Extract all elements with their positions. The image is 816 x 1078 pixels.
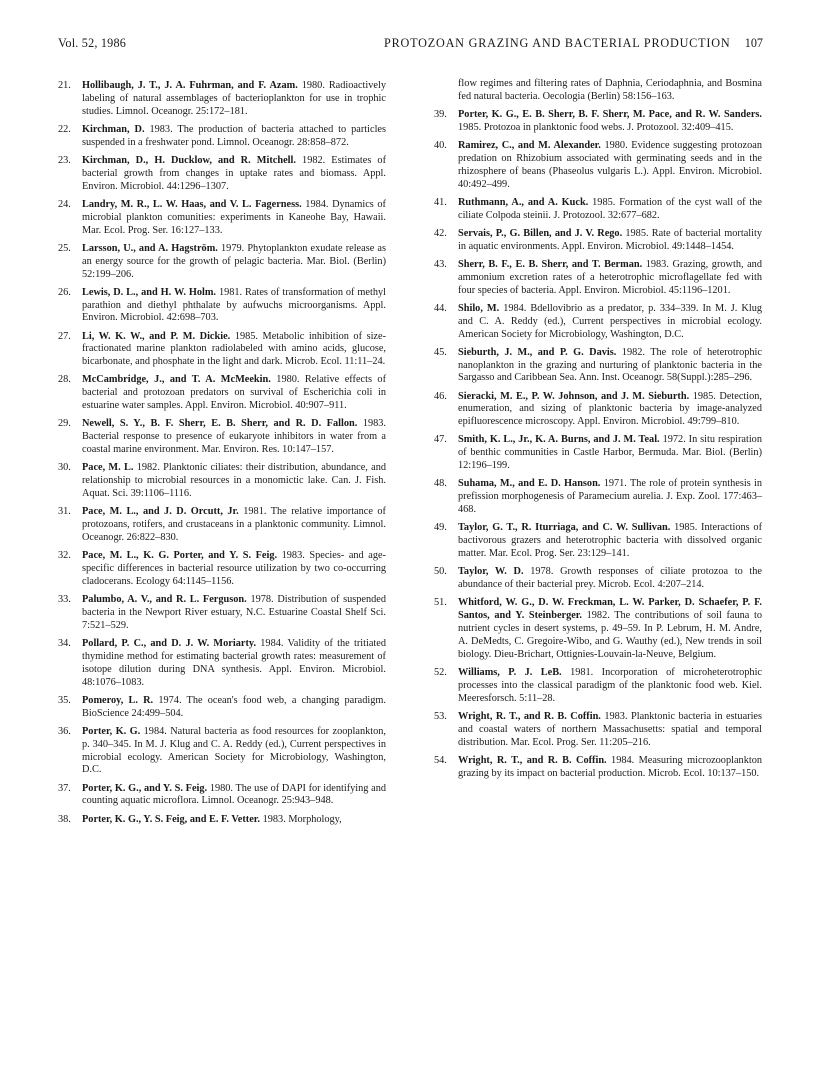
reference-text: 1978. Growth responses of ciliate protozoa to the abundance of their bacterial prey. Microb. Ecol. 4:207–214. bbox=[458, 566, 763, 591]
reference-entry bbox=[58, 199, 386, 238]
reference-continuation: flow regimes and filtering rates of Daphnia, Ceriodaphnia, and Bosmina fed natural bacteria. Oecologia (Berlin) 58:156–163. bbox=[458, 78, 762, 102]
reference-entry bbox=[58, 243, 386, 282]
reference-authors: Wright, R. T., and R. B. Coffin. bbox=[458, 754, 607, 766]
reference-authors: Ruthmann, A., and A. Kuck. bbox=[458, 196, 589, 208]
reference-authors: Ramirez, C., and M. Alexander. bbox=[458, 140, 601, 151]
reference-number: 53. bbox=[434, 710, 447, 722]
reference-number: 24. bbox=[58, 198, 71, 210]
reference-entry bbox=[434, 347, 762, 386]
reference-text: 1984. Validity of the tritiated thymidine method for estimating bacterial growth rates: measurement of isotope dilution during DNA synthesis. Appl. Environ. Microbiol. 48:1076–1083. bbox=[82, 637, 386, 688]
reference-number: 44. bbox=[434, 302, 447, 314]
reference-entry bbox=[58, 331, 386, 370]
reference-entry bbox=[58, 726, 386, 778]
reference-authors: Pollard, P. C., and D. J. W. Moriarty. bbox=[82, 637, 257, 649]
reference-authors: Porter, K. G. bbox=[82, 725, 141, 737]
reference-entry bbox=[58, 374, 386, 413]
reference-text: 1981. The relative importance of protozoans, rotifers, and crustaceans in a planktonic community. Limnol. Oceanogr. 26:822–830. bbox=[82, 506, 386, 543]
reference-authors: Larsson, U., and A. Hagström. bbox=[82, 242, 218, 254]
reference-text: 1984. Natural bacteria as food resources for zooplankton, p. 340–345. In M. J. Klug and C. A. Reddy (ed.), Current perspectives in microbial ecology. American Society for Microbiology, Washington, D.C. bbox=[82, 725, 386, 776]
reference-text: 1979. Phytoplankton exudate release as an energy source for the growth of pelagic bacteria. Mar. Biol. (Berlin) 52:199–206. bbox=[82, 242, 386, 280]
reference-authors: Lewis, D. L., and H. W. Holm. bbox=[82, 286, 217, 298]
reference-text: 1985. Protozoa in planktonic food webs. J. Protozool. 32:409–415. bbox=[458, 121, 734, 133]
reference-number: 50. bbox=[434, 566, 447, 578]
reference-text: 1980. The use of DAPI for identifying and counting aquatic microflora. Limnol. Oceanogr. 25:943–948. bbox=[82, 782, 387, 807]
reference-entry bbox=[58, 418, 386, 457]
reference-text: 1984. Dynamics of microbial plankton comunities: experiments in Kaneohe Bay, Hawaii. Mar. Ecol. Prog. Ser. 16:127–133. bbox=[82, 198, 386, 236]
reference-number: 42. bbox=[434, 227, 447, 239]
reference-authors: Sherr, B. F., E. B. Sherr, and T. Berman. bbox=[458, 258, 643, 270]
reference-number: 46. bbox=[434, 390, 447, 402]
reference-entry bbox=[434, 391, 762, 430]
reference-entry bbox=[434, 434, 762, 473]
reference-authors: Pace, M. L. bbox=[82, 462, 134, 474]
reference-entry bbox=[58, 783, 386, 809]
reference-number: 36. bbox=[58, 725, 71, 737]
reference-entry bbox=[58, 80, 386, 119]
reference-entry bbox=[434, 522, 762, 561]
reference-entry bbox=[58, 506, 386, 545]
reference-text: 1985. Formation of the cyst wall of the ciliate Colpoda steinii. J. Protozool. 32:677–682. bbox=[458, 196, 763, 221]
reference-number: 32. bbox=[58, 550, 71, 562]
reference-entry bbox=[58, 124, 386, 150]
reference-entry bbox=[434, 259, 762, 298]
reference-entry bbox=[434, 228, 762, 254]
reference-text: 1981. Rates of transformation of methyl parathion and diethyl phthalate by aufwuchs microorganisms. Appl. Environ. Microbiol. 42:698–703. bbox=[82, 286, 387, 324]
reference-authors: Taylor, G. T., R. Iturriaga, and C. W. Sullivan. bbox=[458, 522, 671, 534]
reference-entry bbox=[434, 667, 762, 706]
reference-number: 23. bbox=[58, 154, 71, 166]
reference-text: 1981. Incorporation of microheterotrophic processes into the classical paradigm of the planktonic food web. Kiel. Meeresforsch. 5:11–28. bbox=[458, 666, 763, 704]
reference-entry bbox=[58, 594, 386, 633]
reference-entry bbox=[58, 695, 386, 721]
reference-authors: Palumbo, A. V., and R. L. Ferguson. bbox=[82, 593, 247, 605]
volume-label: Vol. 52, 1986 bbox=[58, 36, 127, 50]
reference-number: 51. bbox=[434, 597, 447, 609]
reference-number: 49. bbox=[434, 522, 447, 534]
reference-number: 30. bbox=[58, 462, 71, 474]
reference-entry bbox=[434, 140, 762, 192]
reference-text: 1983. The production of bacteria attached to particles suspended in a freshwater pond. Limnol. Oceanogr. 28:858–872. bbox=[82, 123, 387, 148]
reference-number: 26. bbox=[58, 286, 71, 298]
reference-text: 1985. Interactions of bactivorous grazers and heterotrophic bacteria with dissolved organic matter. Mar. Ecol. Prog. Ser. 23:129–141. bbox=[458, 522, 762, 560]
reference-text: 1984. Measuring microzooplankton grazing by its impact on bacterial production. Microb. Ecol. 10:137–150. bbox=[458, 754, 762, 779]
reference-text: 1980. Evidence suggesting protozoan predation on Rhizobium associated with germinating seeds and in the rhizosphere of beans (Phaseolus vulgaris L.). Appl. Environ. Microbiol. 40:492–499. bbox=[458, 140, 762, 190]
reference-authors: Kirchman, D., H. Ducklow, and R. Mitchell. bbox=[82, 154, 296, 166]
reference-text: 1972. In situ respiration of benthic communities in Castle Harbor, Bermuda. Mar. Biol. (Berlin) 12:196–199. bbox=[458, 434, 762, 472]
reference-number: 38. bbox=[58, 813, 71, 825]
reference-text: 1983. Bacterial response to presence of eukaryote inhibitors in water from a coastal marine environment. Mar. Environ. Res. 10:147–157. bbox=[82, 418, 386, 456]
reference-entry bbox=[434, 478, 762, 517]
reference-authors: McCambridge, J., and T. A. McMeekin. bbox=[82, 374, 271, 386]
reference-authors: Porter, K. G., Y. S. Feig, and E. F. Vetter. bbox=[82, 813, 261, 825]
reference-entry bbox=[58, 814, 386, 827]
reference-authors: Pomeroy, L. R. bbox=[82, 694, 154, 706]
reference-text: 1983. Planktonic bacteria in estuaries and coastal waters of northern Massachusetts: spatial and temporal distribution. Mar. Ecol. Prog. Ser. 11:205–216. bbox=[458, 710, 763, 748]
reference-text: 1980. Relative effects of bacterial and protozoan predators on survival of Escherichia coli in estuarine water samples. Appl. Environ. Microbiol. 40:907–911. bbox=[82, 374, 386, 412]
reference-number: 34. bbox=[58, 637, 71, 649]
running-title: PROTOZOAN GRAZING AND BACTERIAL PRODUCTION bbox=[384, 36, 731, 50]
reference-number: 48. bbox=[434, 478, 447, 490]
reference-authors: Shilo, M. bbox=[458, 302, 500, 314]
reference-text: 1985. Metabolic inhibition of size-fractionated marine plankton radiolabeled with amino acids, glucose, bicarbonate, and phosphate in the light and dark. Microb. Ecol. 11:11–24. bbox=[82, 330, 387, 368]
reference-text: 1984. Bdellovibrio as a predator, p. 334–339. In M. J. Klug and C. A. Reddy (ed.), Current perspectives in microbial ecology. American Society for Microbiology, Washington, D.C. bbox=[458, 302, 762, 340]
reference-authors: Li, W. K. W., and P. M. Dickie. bbox=[82, 330, 231, 342]
reference-text: 1982. Planktonic ciliates: their distribution, abundance, and relationship to microbial resources in a monomictic lake. Can. J. Fish. Aquat. Sci. 39:1106–1116. bbox=[82, 462, 386, 500]
reference-number: 52. bbox=[434, 666, 447, 678]
reference-authors: Kirchman, D. bbox=[82, 123, 145, 135]
reference-text: 1982. The role of heterotrophic nanoplankton in the grazing and nurturing of planktonic bacteria in the Sargasso and Caribbean Sea. Ann. Inst. Oceanogr. 58(Suppl.):285–296. bbox=[458, 346, 762, 384]
reference-number: 21. bbox=[58, 80, 71, 91]
reference-entry bbox=[58, 462, 386, 501]
reference-text: 1982. The contributions of soil fauna to nutrient cycles in desert systems, p. 49–59. In P. Lebrum, H. M. Andre, A. DeMedts, C. Gregoire-Wibo, and G. Wauthy (ed.), New trends in soil biology. Dieu-Brichart, Ottignies-Louvain-la-Neuve, Belgium. bbox=[458, 610, 762, 660]
reference-number: 28. bbox=[58, 374, 71, 386]
reference-text: 1983. Species- and age-specific differences in bacterial resource utilization by two co-occurring cladocerans. Ecology 64:1145–1156. bbox=[82, 550, 386, 587]
reference-text: 1974. The ocean's food web, a changing paradigm. BioScience 24:499–504. bbox=[82, 694, 386, 719]
reference-number: 40. bbox=[434, 140, 447, 151]
reference-authors: Whitford, W. G., D. W. Freckman, L. W. Parker, D. Schaefer, P. F. Santos, and Y. Steinberger. bbox=[458, 597, 762, 622]
reference-entry bbox=[434, 755, 762, 781]
reference-text: 1983. Grazing, growth, and ammonium excretion rates of a heterotrophic microflagellate fed with four species of bacteria. Appl. Environ. Microbiol. 45:1196–1201. bbox=[458, 258, 762, 296]
reference-authors: Pace, M. L., K. G. Porter, and Y. S. Feig. bbox=[82, 550, 278, 562]
reference-entry bbox=[58, 287, 386, 326]
reference-entry bbox=[58, 638, 386, 690]
reference-number: 43. bbox=[434, 258, 447, 270]
reference-authors: Pace, M. L., and J. D. Orcutt, Jr. bbox=[82, 506, 239, 518]
reference-number: 27. bbox=[58, 330, 71, 342]
page-number: 107 bbox=[744, 36, 763, 50]
reference-authors: Servais, P., G. Billen, and J. V. Rego. bbox=[458, 227, 623, 239]
reference-entry bbox=[434, 109, 762, 135]
running-header bbox=[58, 36, 763, 54]
reference-entry bbox=[434, 711, 762, 750]
reference-text: 1983. Morphology, bbox=[262, 813, 342, 825]
reference-authors: Porter, K. G., and Y. S. Feig. bbox=[82, 782, 208, 794]
reference-authors: Smith, K. L., Jr., K. A. Burns, and J. M. Teal. bbox=[458, 434, 660, 446]
reference-authors: Landry, M. R., L. W. Haas, and V. L. Fagerness. bbox=[82, 198, 302, 210]
references-left-column bbox=[58, 80, 386, 832]
reference-authors: Taylor, W. D. bbox=[458, 566, 524, 578]
reference-entry bbox=[434, 597, 762, 662]
reference-number: 45. bbox=[434, 346, 447, 358]
reference-number: 47. bbox=[434, 434, 447, 446]
reference-number: 22. bbox=[58, 123, 71, 135]
reference-authors: Sieburth, J. M., and P. G. Davis. bbox=[458, 346, 617, 358]
reference-authors: Newell, S. Y., B. F. Sherr, E. B. Sherr, and R. D. Fallon. bbox=[82, 418, 358, 430]
references-right-column bbox=[434, 78, 762, 786]
reference-text: 1985. Detection, enumeration, and sizing of planktonic bacteria by image-analyzed epifluorescence microscopy. Appl. Environ. Microbiol. 49:799–810. bbox=[458, 390, 763, 428]
reference-number: 39. bbox=[434, 109, 447, 120]
reference-number: 35. bbox=[58, 694, 71, 706]
reference-text: 1971. The role of protein synthesis in prefission morphogenesis of Paramecium aurelia. J. Exp. Zool. 177:463–468. bbox=[458, 478, 763, 516]
reference-authors: Porter, K. G., E. B. Sherr, B. F. Sherr, M. Pace, and R. W. Sanders. bbox=[458, 109, 762, 120]
reference-text: 1978. Distribution of suspended bacteria in the Newport River estuary, N.C. Estuarine Coastal Shelf Sci. 7:521–529. bbox=[82, 593, 387, 631]
reference-text: 1980. Radioactively labeling of natural assemblages of bacterioplankton for use in trophic studies. Limnol. Oceanogr. 25:172–181. bbox=[82, 80, 387, 117]
reference-authors: Suhama, M., and E. D. Hanson. bbox=[458, 478, 601, 490]
reference-authors: Williams, P. J. LeB. bbox=[458, 666, 562, 678]
reference-number: 54. bbox=[434, 754, 447, 766]
reference-authors: Sieracki, M. E., P. W. Johnson, and J. M. Sieburth. bbox=[458, 390, 690, 402]
reference-authors: Wright, R. T., and R. B. Coffin. bbox=[458, 710, 601, 722]
reference-text: 1985. Rate of bacterial mortality in aquatic environments. Appl. Environ. Microbiol. 49:1448–1454. bbox=[458, 227, 763, 252]
reference-number: 41. bbox=[434, 196, 447, 208]
reference-number: 33. bbox=[58, 593, 71, 605]
reference-number: 25. bbox=[58, 242, 71, 254]
reference-entry bbox=[58, 155, 386, 194]
reference-entry bbox=[434, 197, 762, 223]
reference-text: 1982. Estimates of bacterial growth from changes in uptake rates and biomass. Appl. Environ. Microbiol. 44:1296–1307. bbox=[82, 154, 386, 192]
reference-entry bbox=[434, 303, 762, 342]
reference-authors: Hollibaugh, J. T., J. A. Fuhrman, and F. Azam. bbox=[82, 80, 298, 91]
reference-entry bbox=[434, 566, 762, 592]
reference-number: 31. bbox=[58, 506, 71, 518]
reference-entry bbox=[58, 550, 386, 589]
reference-number: 29. bbox=[58, 418, 71, 430]
reference-number: 37. bbox=[58, 782, 71, 794]
